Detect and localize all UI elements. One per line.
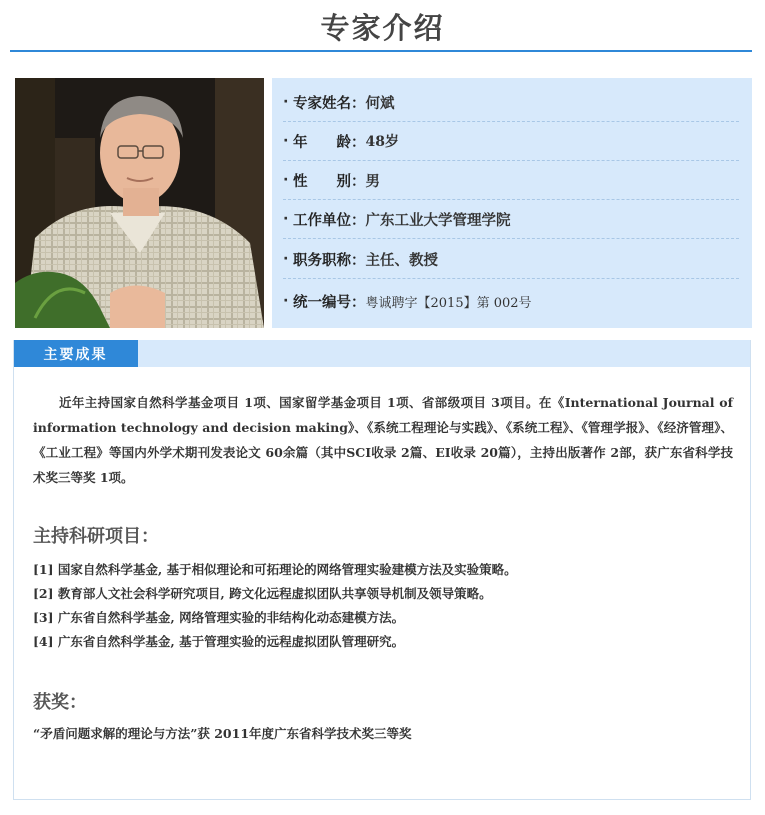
bullet-icon: · xyxy=(283,94,289,110)
bullet-icon: · xyxy=(283,172,289,188)
profile-info-panel xyxy=(272,78,752,328)
profile-row-gender xyxy=(283,161,739,200)
projects-heading: 主持科研项目： xyxy=(33,526,159,547)
profile-label: 职务职称： xyxy=(293,252,366,269)
project-list xyxy=(33,558,733,654)
expert-photo xyxy=(15,78,264,328)
profile-value: 主任、教授 xyxy=(365,252,438,269)
profile-row-workplace xyxy=(283,200,739,239)
profile-label: 工作单位： xyxy=(293,212,366,229)
list-item: [1] 国家自然科学基金, 基于相似理论和可拓理论的网络管理实验建模方法及实验策略。 xyxy=(33,562,517,577)
profile-value: 48岁 xyxy=(365,134,399,150)
bullet-icon: · xyxy=(283,133,289,149)
awards-heading: 获奖： xyxy=(33,692,87,713)
title-divider xyxy=(10,50,752,52)
profile-value: 粤诚聘字【2015】第 002号 xyxy=(365,295,532,311)
profile-row-id xyxy=(283,282,739,320)
bullet-icon: · xyxy=(283,293,289,309)
profile-value: 何斌 xyxy=(365,95,395,112)
profile-row-title xyxy=(283,240,739,279)
list-item: [2] 教育部人文社会科学研究项目, 跨文化远程虚拟团队共享领导机制及领导策略。 xyxy=(33,586,492,601)
profile-row-age xyxy=(283,122,739,161)
bullet-icon: · xyxy=(283,251,289,267)
list-item: [3] 广东省自然科学基金, 网络管理实验的非结构化动态建模方法。 xyxy=(33,610,405,625)
profile-label: 专家姓名： xyxy=(293,95,366,112)
bullet-icon: · xyxy=(283,211,289,227)
achievements-summary: 近年主持国家自然科学基金项目 1项、国家留学基金项目 1项、省部级项目 3项目。在《International Journal of information technology and decision making》、《系统工程理论与实践》、《系统工程》、《管理学报》、《经济管理》、《工业工程》等国内外学术期刊发表论文 60余篇（其中SCI收录 2篇、EI收录 20篇），主持出版著作 2部，获广东省科学技术奖三等奖 1项。 xyxy=(33,395,733,485)
profile-label: 性 别： xyxy=(293,173,366,190)
profile-label: 年 龄： xyxy=(293,134,366,151)
award-item: “矛盾问题求解的理论与方法”获 2011年度广东省科学技术奖三等奖 xyxy=(33,726,412,741)
section-tab-achievements: 主要成果 xyxy=(13,340,138,367)
profile-row-name xyxy=(283,83,739,122)
page-title: 专家介绍 xyxy=(320,11,445,45)
profile-value: 广东工业大学管理学院 xyxy=(365,212,511,229)
profile-label: 统一编号： xyxy=(293,294,366,311)
list-item: [4] 广东省自然科学基金, 基于管理实验的远程虚拟团队管理研究。 xyxy=(33,634,405,649)
profile-value: 男 xyxy=(365,173,380,190)
